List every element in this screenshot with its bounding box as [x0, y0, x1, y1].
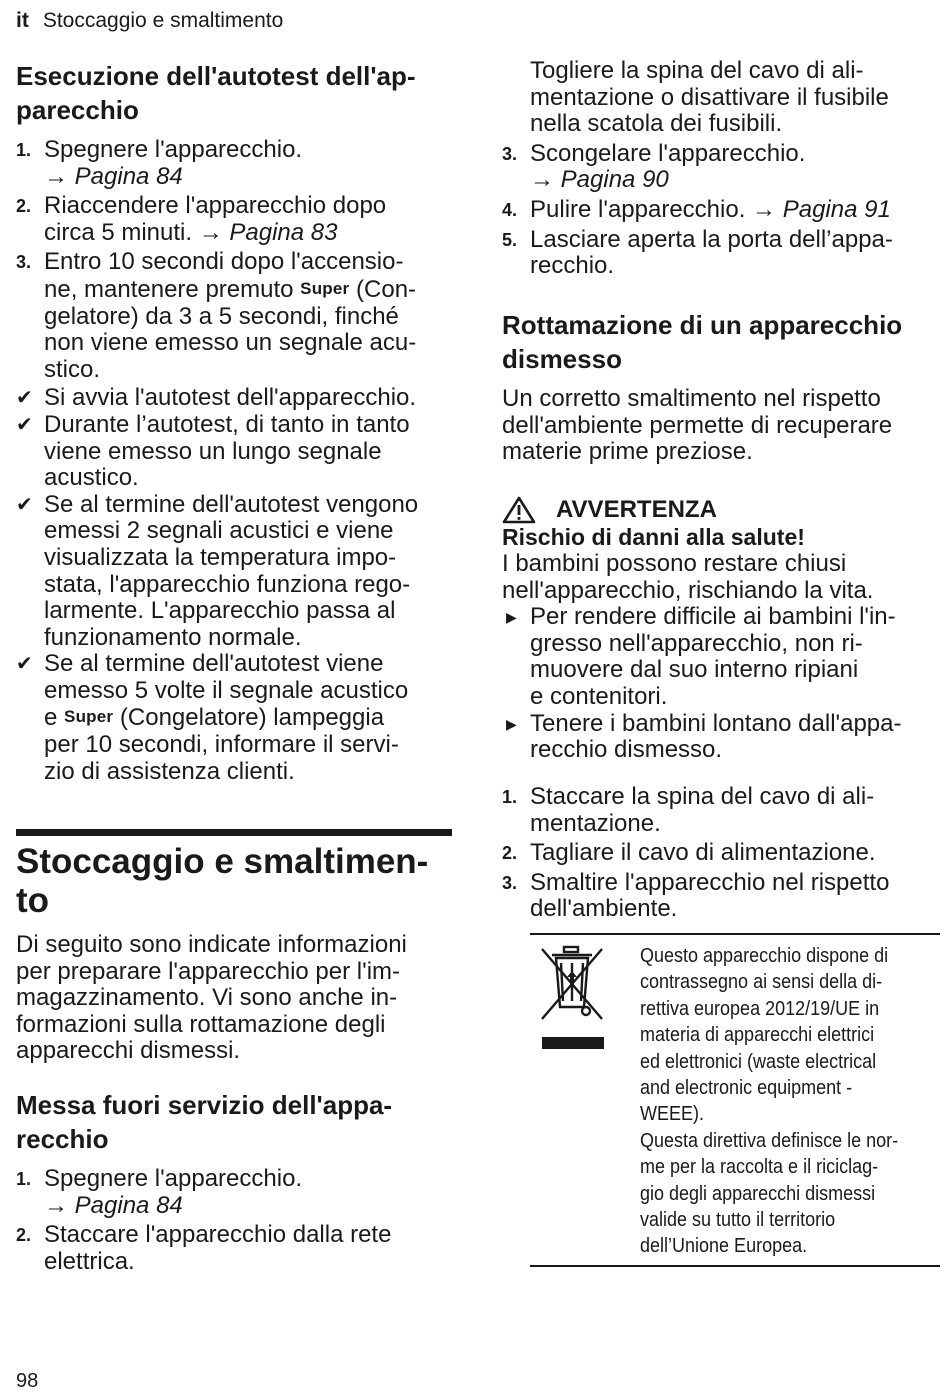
storage-intro: Di seguito sono indicate informazioni per preparare l'apparecchio per l'im- magazzinamento. Vi sono anche in- formazioni sulla rottamazione degli apparecchi dismessi. — [16, 931, 407, 1065]
check-icon: ✔ — [16, 413, 33, 436]
warning-bullet: ▶ Tenere i bambini lontano dall'appa- recchio dismesso. — [506, 709, 902, 764]
storage-title: Stoccaggio e smaltimen- to — [16, 842, 429, 920]
selftest-title: Esecuzione dell'autotest dell'ap- parecchio — [16, 61, 416, 125]
weee-notice — [530, 933, 940, 1267]
disposal-section — [502, 308, 942, 466]
decommission-section — [16, 1088, 456, 1275]
disposal-title: Rottamazione di un apparecchio dismesso — [502, 310, 903, 374]
selftest-steps — [16, 137, 456, 383]
disposal-intro: Un corretto smaltimento nel rispetto dell'ambiente permette di recuperare materie prime preziose. — [502, 385, 893, 466]
decommission-step-1: 1. Spegnere l'apparecchio. → Pagina 84 — [16, 1165, 303, 1219]
triangle-bullet-icon: ▶ — [506, 715, 517, 732]
header-section-title: Stoccaggio e smaltimento — [42, 9, 284, 32]
language-code: it — [16, 9, 29, 32]
storage-section — [16, 842, 456, 1065]
disposal-step-3: 3. Smaltire l'apparecchio nel rispetto dell'ambiente. — [502, 868, 890, 923]
decommission-steps-right — [502, 58, 942, 280]
arrow-right-icon: → — [530, 166, 554, 194]
page-reference[interactable]: Pagina 84 — [74, 162, 183, 190]
decommission-step-4: 4. Pulire l'apparecchio. → Pagina 91 — [502, 195, 891, 223]
weee-crossed-bin-icon — [536, 943, 608, 1055]
arrow-right-icon: → — [44, 162, 68, 190]
warning-triangle-icon — [502, 496, 536, 524]
arrow-right-icon: → — [44, 1191, 68, 1219]
decommission-steps-left — [16, 1166, 456, 1275]
triangle-bullet-icon: ▶ — [506, 609, 517, 626]
page-reference[interactable]: Pagina 84 — [74, 1191, 183, 1219]
page-reference[interactable]: Pagina 91 — [782, 195, 891, 223]
result-item: ✔ Se al termine dell'autotest viene emesso 5 volte il segnale acustico e Super (Congelatore) lampeggia per 10 secondi, informare il servi- zio di assistenza clienti. — [16, 650, 409, 785]
arrow-right-icon: → — [198, 218, 223, 246]
decommission-step-3: 3. Scongelare l'apparecchio. → Pagina 90 — [502, 139, 806, 194]
warning-label: AVVERTENZA — [556, 496, 717, 523]
page-reference[interactable]: Pagina 90 — [560, 166, 669, 194]
warning-box — [502, 496, 942, 764]
warning-text: I bambini possono restare chiusi nell'apparecchio, rischiando la vita. — [502, 550, 874, 604]
page-reference[interactable]: Pagina 83 — [229, 218, 338, 246]
disposal-steps — [502, 784, 942, 923]
result-item: ✔ Si avvia l'autotest dell'apparecchio. — [16, 384, 417, 412]
selftest-results — [16, 385, 456, 785]
check-icon: ✔ — [16, 653, 33, 676]
decommission-step-2-continued: Togliere la spina del cavo di ali- mentazione o disattivare il fusibile nella scatola dei fusibili. — [530, 57, 889, 138]
section-divider — [16, 829, 452, 836]
decommission-title: Messa fuori servizio dell'appa- recchio — [16, 1090, 393, 1154]
page-header — [16, 8, 283, 34]
selftest-section — [16, 59, 456, 785]
result-item: ✔ Se al termine dell'autotest vengono emessi 2 segnali acustici e viene visualizzata la temperatura impo- stata, l'apparecchio funziona rego- larmente. L'apparecchio passa al funzionamento normale. — [16, 490, 419, 651]
decommission-step-2: 2. Staccare l'apparecchio dalla rete elettrica. — [16, 1221, 392, 1275]
check-icon: ✔ — [16, 387, 33, 410]
disposal-step-1: 1. Staccare la spina del cavo di ali- mentazione. — [502, 783, 875, 837]
result-item: ✔ Durante l’autotest, di tanto in tanto viene emesso un lungo segnale acustico. — [16, 410, 410, 492]
selftest-step-1: 1. Spegnere l'apparecchio. → Pagina 84 — [16, 136, 303, 190]
selftest-step-2: 2. Riaccendere l'apparecchio dopo circa 5 minuti. → Pagina 83 — [16, 192, 387, 246]
disposal-step-2: 2. Tagliare il cavo di alimentazione. — [502, 839, 876, 867]
check-icon: ✔ — [16, 493, 33, 516]
decommission-step-5: 5. Lasciare aperta la porta dell’appa- recchio. — [502, 225, 893, 280]
selftest-step-3: 3. Entro 10 secondi dopo l'accensio- ne, mantenere premuto Super (Con- gelatore) da 3 a 5 secondi, finché non viene emesso un segnale acu- stico. — [16, 248, 417, 383]
super-button-label: Super — [300, 278, 350, 298]
super-button-label: Super — [64, 707, 114, 727]
warning-subtitle: Rischio di danni alla salute! — [502, 524, 805, 550]
arrow-right-icon: → — [752, 195, 777, 223]
page-number: 98 — [16, 1370, 39, 1392]
weee-text: Questo apparecchio dispone di contrassegno ai sensi della di- rettiva europea 2012/19/UE in materia di apparecchi elettrici ed elettronici (waste electrical and electronic equipment - WEEE). Questa direttiva definisce le nor- me per la raccolta e il riciclag- gio degli apparecchi dismessi valide su tutto il territorio dell’Unione Europea. — [640, 945, 899, 1258]
warning-bullet: ▶ Per rendere difficile ai bambini l'in- gresso nell'apparecchio, non ri- muovere dal suo interno ripiani e contenitori. — [506, 603, 896, 710]
warning-header — [502, 496, 942, 524]
